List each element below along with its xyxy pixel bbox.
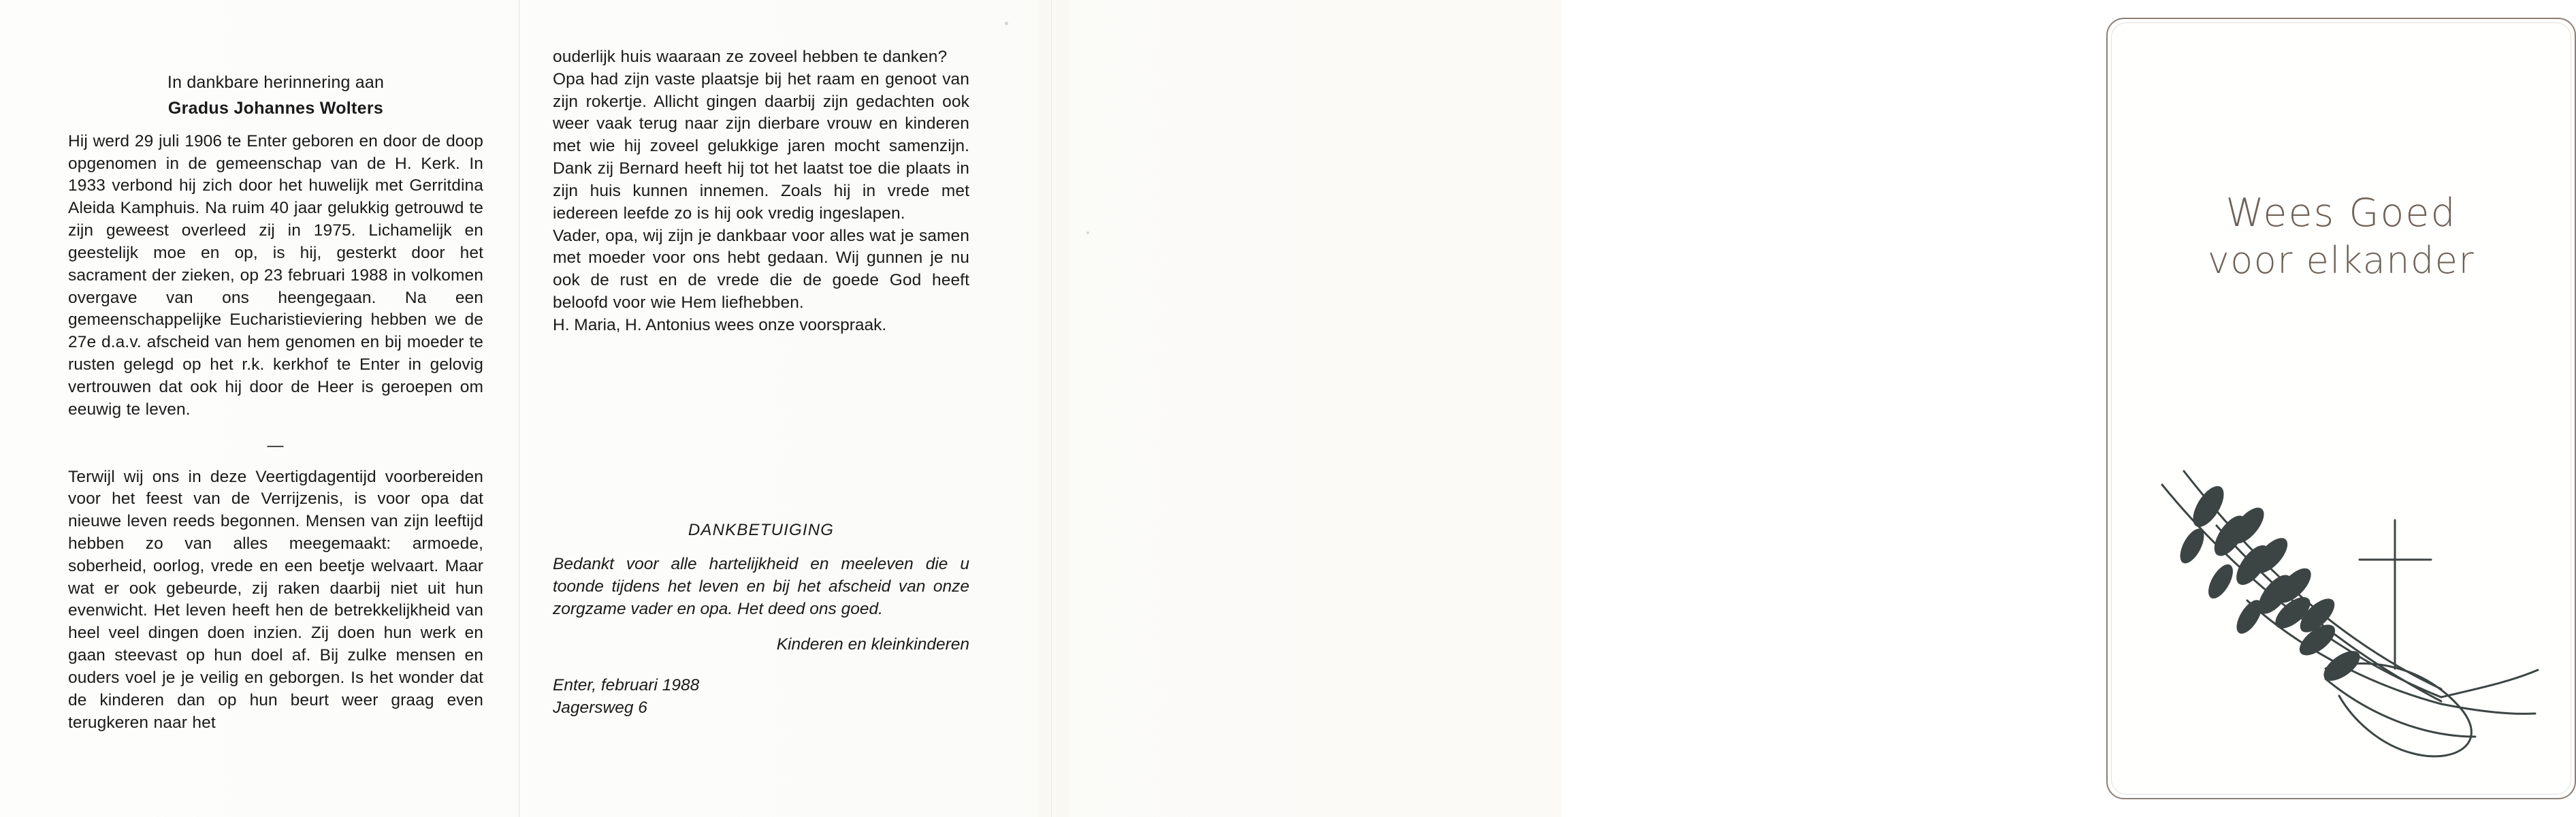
- cover-panel: [1037, 0, 2475, 817]
- biography-paragraph-3: Opa had zijn vaste plaatsje bij het raam en genoot van zijn rokertje. Allicht gingen daarbij zijn gedachten ook weer vaak terug naar zijn dierbare vrouw en kinderen met wie hij zoveel gelukkige jaren mocht samenzijn. Dank zij Bernard heeft hij tot het laatst toe die plaats in zijn huis kunnen innemen. Zoals hij in vrede met iedereen leefde zo is hij ook vredig ingeslapen.: [553, 69, 969, 223]
- cover-title-line-2: voor elkander: [2207, 239, 2475, 283]
- cover-title: [2108, 189, 2575, 284]
- deceased-name: Gradus Johannes Wolters: [167, 98, 384, 118]
- acknowledgement-title: DANKBETUIGING: [688, 521, 835, 539]
- acknowledgement-signature: Kinderen en kleinkinderen: [776, 635, 969, 654]
- biography-paragraph-2: Terwijl wij ons in deze Veertigdagentijd voorbereiden voor het feest van de Verrijzenis, is voor opa dat nieuwe leven reeds begonnen. Mensen van zijn leeftijd hebben zo van alles meegemaakt: armoede, soberheid, oorlog, vrede en een beetje welvaart. Maar wat er ook gebeurde, zij raken daarbij niet uit hun evenwicht. Het leven heeft hen de betrekkelijkheid van heel veel dingen doen inzien. Zij doen hun werk en gaan steevast op hun doel af. Bij zulke mensen en ouders voel je je veilig en geborgen. Is het wonder dat de kinderen dan op hun beurt weer graag even terugkeren naar het: [68, 467, 483, 732]
- acknowledgement-address: Jagersweg 6: [553, 699, 647, 718]
- acknowledgement-place-date: Enter, februari 1988: [553, 676, 700, 695]
- biography-paragraph-1: Hij werd 29 juli 1906 te Enter geboren en door de doop opgenomen in de gemeenschap van de H. Kerk. In 1933 verbond hij zich door het huwelijk met Gerritdina Aleida Kamphuis. Na ruim 40 jaar gelukkig getrouwd te zijn geweest overleed zij in 1975. Lichamelijk en geestelijk moe en op, is hij, gesterkt door het sacrament der zieken, op 23 februari 1988 in volkomen overgave van ons heengegaan. Na een gemeenschappelijke Eucharistieviering hebben we de 27e d.a.v. afscheid van hem genomen en bij moeder te rusten gelegd op het r.k. kerkhof te Enter in gelovig vertrouwen dat ook hij door de Heer is geroepen om eeuwig te leven.: [68, 131, 483, 419]
- biography-paragraph-continued: ouderlijk huis waaraan ze zoveel hebben te danken?: [553, 48, 948, 66]
- memorial-intro: In dankbare herinnering aan: [167, 73, 385, 92]
- left-text-panel: [0, 0, 519, 817]
- cover-card: [2106, 18, 2576, 799]
- section-divider: —: [267, 436, 285, 455]
- acknowledgement-body: Bedankt voor alle hartelijkheid en meeleven die u toonde tijdens het leven en bij het afscheid van onze zorgzame vader en opa. Het deed ons goed.: [553, 555, 969, 618]
- cover-title-line-1: Wees Goed: [2225, 191, 2457, 236]
- prayer-invocation: H. Maria, H. Antonius wees onze voorspraak.: [553, 315, 887, 334]
- acknowledgement-section: [553, 521, 969, 720]
- biography-paragraph-4: Vader, opa, wij zijn je dankbaar voor alles wat je samen met moeder voor ons hebt gedaan. Wij gunnen je nu ook de rust en de vrede die de goede God heeft beloofd voor wie Hem liefhebben.: [553, 226, 969, 313]
- wheat-ears-and-cross-icon: [2121, 444, 2571, 784]
- middle-text-panel: [519, 0, 1037, 817]
